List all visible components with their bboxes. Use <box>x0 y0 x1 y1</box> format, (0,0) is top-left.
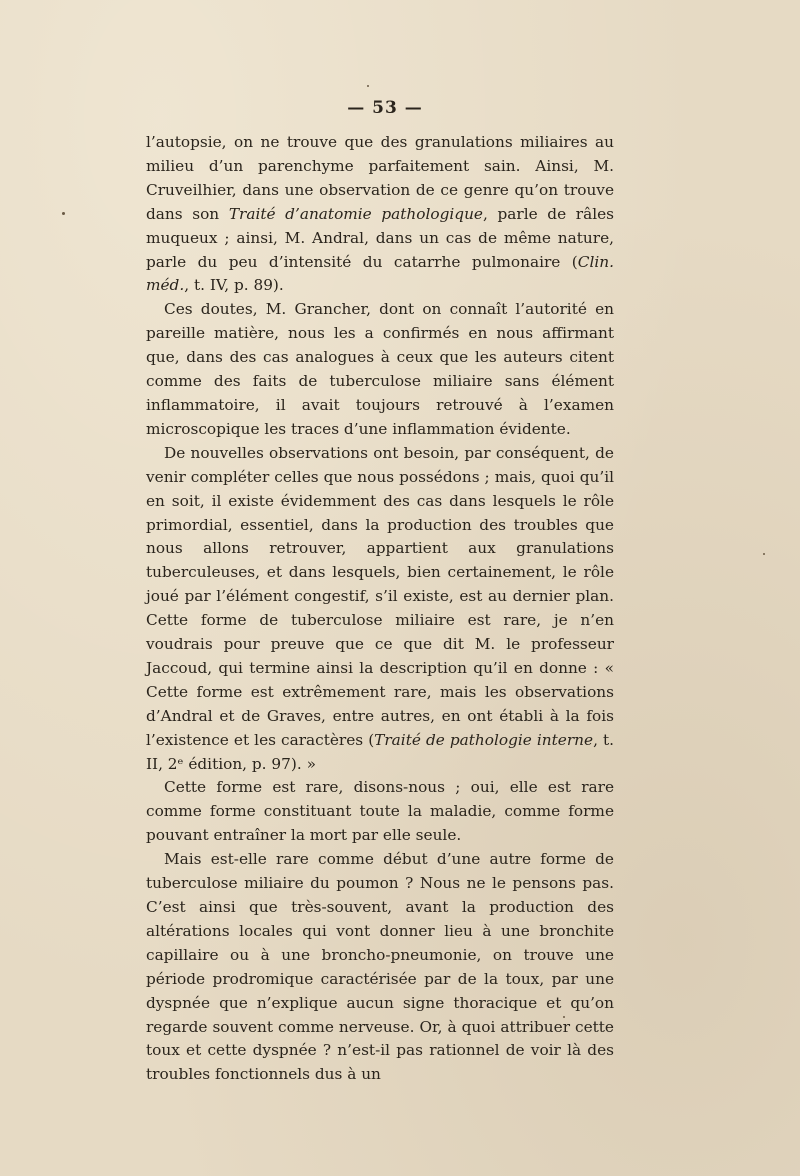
paragraph-5 <box>146 848 614 1087</box>
paper-speck <box>367 85 369 87</box>
paragraph-2 <box>146 298 614 441</box>
body-text <box>146 131 614 1087</box>
paper-speck <box>62 212 65 215</box>
paragraph-3 <box>146 442 614 777</box>
paragraph-1-italic-citation: Clin. méd. <box>146 252 614 295</box>
paragraph-3-text-a: De nouvelles observations ont besoin, par conséquent, de venir compléter celles que nous possédons ; mais, quoi qu’il en soit, il existe évidemment des cas dans lesquels le rôle primordial, essentiel, dans la production des troubles que nous allons retrouver, appartient aux granulations tuberculeuses, et dans lesquels, bien certainement, le rôle joué par l’élément congestif, s’il existe, est au dernier plan. Cette forme de tuberculose miliaire est rare, je n’en voudrais pour preuve que ce que dit M. le professeur Jaccoud, qui termine ainsi la description qu’il en donne : « Cette forme est extrêmement rare, mais les observations d’Andral et de Graves, entre autres, en ont établi à la fois l’existence et les caractères ( <box>146 443 614 749</box>
page-number: — 53 — <box>347 98 423 118</box>
paragraph-1-text-a: l’autopsie, on ne trouve que des granulations miliaires au milieu d’un parenchyme parfaitement sain. Ainsi, M. Cruveilhier, dans une observation de ce genre qu’on trouve dans son <box>146 133 614 223</box>
paper-speck <box>563 1016 565 1018</box>
paragraph-1 <box>146 131 614 298</box>
paragraph-2-text: Ces doutes, M. Grancher, dont on connaît l’autorité en pareille matière, nous les a confirmés en nous affirmant que, dans des cas analogues à ceux que les auteurs citent comme des faits de tuberculose miliaire sans élément inflammatoire, il avait toujours retrouvé à l’examen microscopique les traces d’une inflammation évidente. <box>146 300 614 438</box>
paragraph-4-text: Cette forme est rare, disons-nous ; oui, elle est rare comme forme constituant toute la maladie, comme forme pouvant entraîner la mort par elle seule. <box>146 778 614 845</box>
paragraph-3-italic-title: Traité de pathologie interne <box>374 730 594 749</box>
paragraph-3-text-b: , t. II, 2ᵉ édition, p. 97). » <box>146 730 614 773</box>
paragraph-1-text-b: , parle de râles muqueux ; ainsi, M. Andral, dans un cas de même nature, parle du peu d’intensité du catarrhe pulmonaire ( <box>146 204 614 271</box>
paragraph-1-italic-title: Traité d’anatomie pathologique <box>228 204 483 223</box>
paragraph-4 <box>146 776 614 848</box>
paragraph-1-text-c: , t. IV, p. 89). <box>184 276 284 295</box>
paragraph-5-text: Mais est-elle rare comme début d’une autre forme de tuberculose miliaire du poumon ? Nous ne le pensons pas. C’est ainsi que très-souvent, avant la production des altérations locales qui vont donner lieu à une bronchite capillaire ou à une broncho-pneumonie, on trouve une période prodromique caractérisée par de la toux, par une dyspnée que n’explique aucun signe thoracique et qu’on regarde souvent comme nerveuse. Or, à quoi attribuer cette toux et cette dyspnée ? n’est-il pas rationnel de voir là des troubles fonctionnels dus à un <box>146 850 614 1084</box>
paper-speck <box>763 553 765 555</box>
